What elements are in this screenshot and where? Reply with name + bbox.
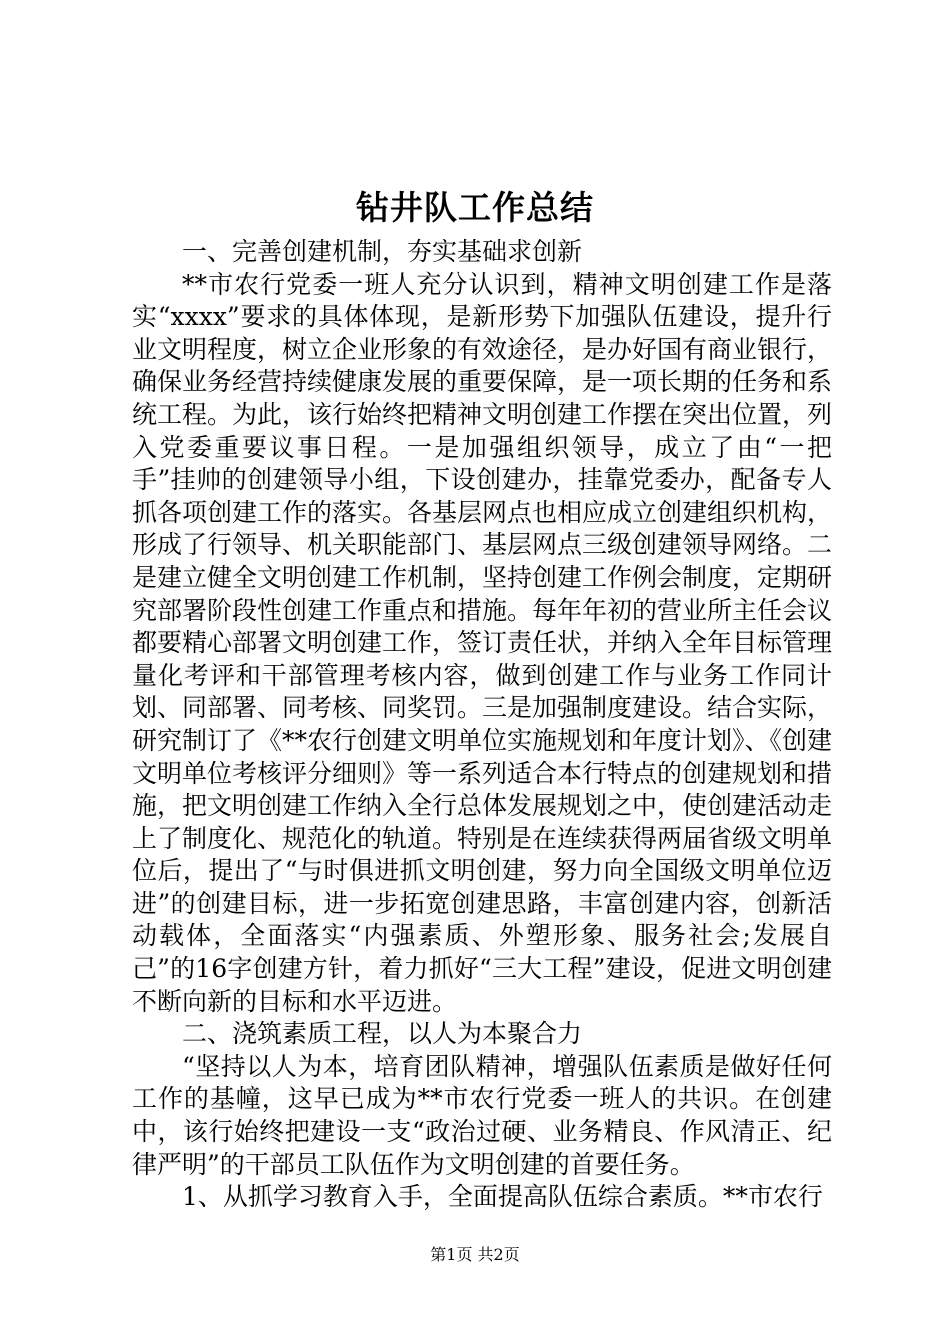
page-footer: 第1页 共2页 <box>430 1245 520 1264</box>
section-heading-2: 二、浇筑素质工程，以人为本聚合力 <box>182 1019 583 1049</box>
body-paragraph-1: **市农行党委一班人充分认识到，精神文明创建工作是落实“xxxx”要求的具体体现，是新形势下加强队伍建设，提升行业文明程度，树立企业形象的有效途径，是办好国有商业银行，确保业务经营持续健康发展的重要保障，是一项长期的任务和系统工程。为此，该行始终把精神文明创建工作摆在突出位置，列入党委重要议事日程。一是加强组织领导，成立了由“一把手”挂帅的创建领导小组，下设创建办，挂靠党委办，配备专人抓各项创建工作的落实。各基层网点也相应成立创建组织机构，形成了行领导、机关职能部门、基层网点三级创建领导网络。二是建立健全文明创建工作机制，坚持创建工作例会制度，定期研究部署阶段性创建工作重点和措施。每年年初的营业所主任会议都要精心部署文明创建工作，签订责任状，并纳入全年目标管理量化考评和干部管理考核内容，做到创建工作与业务工作同计划、同部署、同考核、同奖罚。三是加强制度建设。结合实际，研究制订了《**农行创建文明单位实施规划和年度计划》、《创建文明单位考核评分细则》等一系列适合本行特点的创建规划和措施，把文明创建工作纳入全行总体发展规划之中，使创建活动走上了制度化、规范化的轨道。特别是在连续获得两届省级文明单位后，提出了“与时俱进抓文明创建，努力向全国级文明单位迈进”的创建目标，进一步拓宽创建思路，丰富创建内容，创新活动载体，全面落实“内强素质、外塑形象、服务社会;发展自己”的16字创建方针，着力抓好“三大工程”建设，促进文明创建不断向新的目标和水平迈进。 <box>132 269 833 1016</box>
body-paragraph-3: 1、从抓学习教育入手，全面提高队伍综合素质。**市农行 <box>182 1182 823 1212</box>
body-paragraph-2: “坚持以人为本，培育团队精神，增强队伍素质是做好任何工作的基幢，这早已成为**市农行党委一班人的共识。在创建中，该行始终把建设一支“政治过硬、业务精良、作风清正、纪律严明”的干部员工队伍作为文明创建的首要任务。 <box>132 1051 832 1179</box>
section-heading-1: 一、完善创建机制，夯实基础求创新 <box>182 237 583 266</box>
document-body <box>132 236 832 1214</box>
document-title: 钻井队工作总结 <box>356 188 594 227</box>
